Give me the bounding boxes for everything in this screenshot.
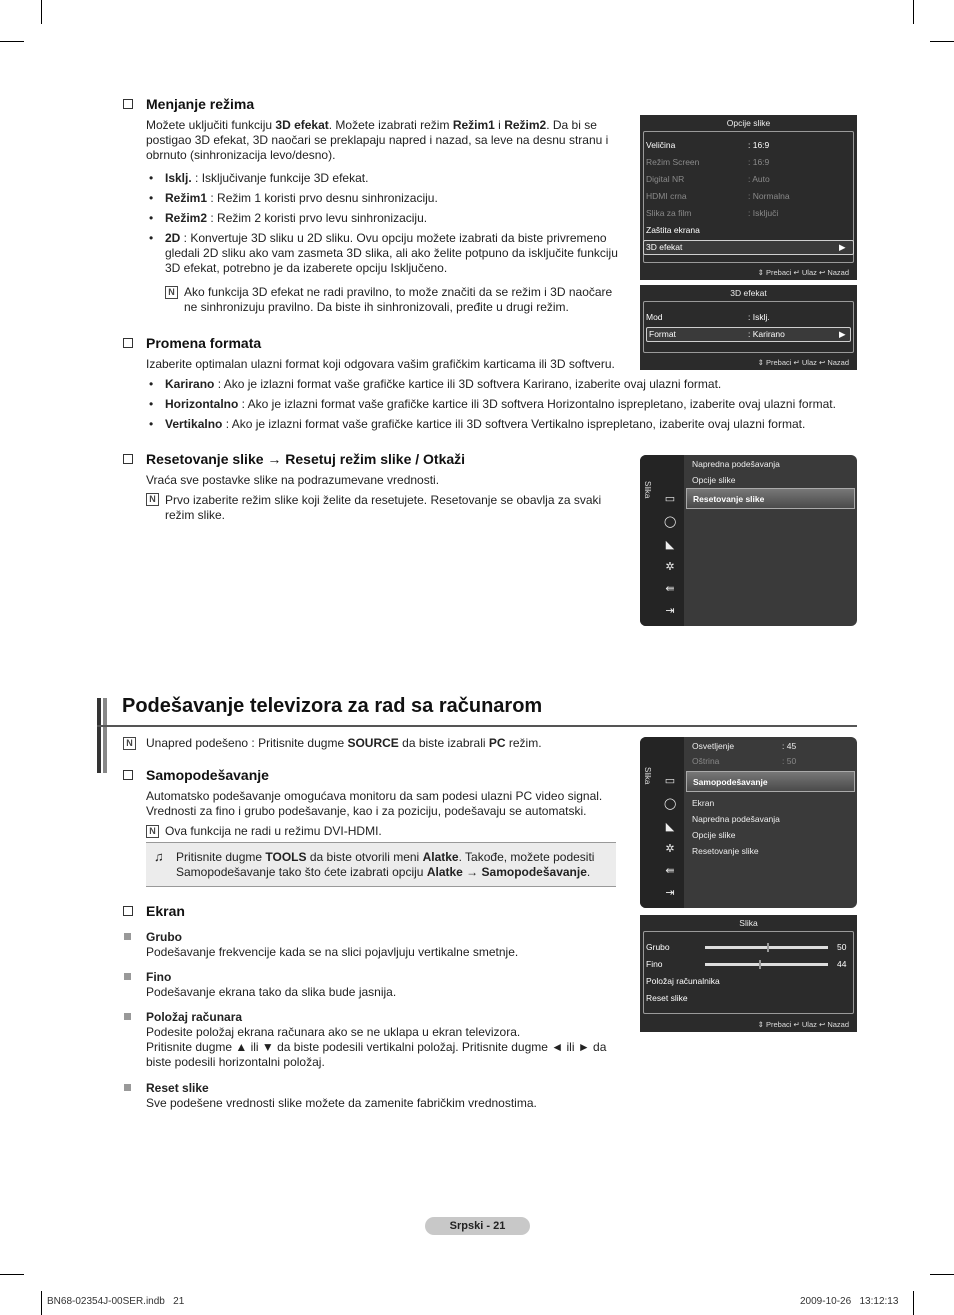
application-icon: ⇥ xyxy=(665,605,675,617)
note-icon: N xyxy=(123,737,136,750)
arrow-right-icon: ▶ xyxy=(839,242,846,252)
osd-row: Režim Screen : 16:9 xyxy=(646,157,770,167)
arrow-right-icon: ▶ xyxy=(839,329,846,339)
osd-selected-item[interactable]: Samopodešavanje xyxy=(686,771,855,792)
samopodesavanje-intro: Automatsko podešavanje omogućava monitoru da sam podesi ulazni PC video signal. Vrednosti za fino i grubo podešavanje, kao i za poziciju, podešavaju se automatski. xyxy=(146,789,603,818)
slider-thumb[interactable] xyxy=(759,960,761,969)
osd-item: Oštrina : 50 xyxy=(692,756,797,766)
osd-footer-hints: ⇕ Prebaci ↵ Ulaz ↩ Nazad xyxy=(757,1020,849,1029)
section-heading-menjanje-rezima: Menjanje režima xyxy=(123,96,254,112)
square-bullet-icon xyxy=(124,1084,131,1091)
title-underline xyxy=(97,725,857,727)
page-number-badge: Srpski - 21 xyxy=(425,1217,530,1235)
fino-slider[interactable] xyxy=(705,963,828,966)
setup-icon: ✲ xyxy=(665,561,675,573)
input-icon: ⇚ xyxy=(665,865,675,877)
osd-item: Osvetljenje : 45 xyxy=(692,741,797,751)
picture-icon: ▭ xyxy=(664,493,676,505)
bullet-2d: • 2D : Konvertuje 3D sliku u 2D sliku. Ovu opciju možete izabrati da biste privremeno gledali 2D sliku ako vam zasmeta 3D slika, ali ako želite potpuno da isključite funkciju 3D efekat, potrebno je da izaberete opciju Isključeno. xyxy=(149,231,618,275)
section-heading-promena-formata: Promena formata xyxy=(123,335,261,351)
osd-item: Opcije slike xyxy=(692,475,736,485)
resetovanje-intro: Vraća sve postavke slike na podrazumevane vrednosti. xyxy=(146,473,440,487)
osd-opcije-slike xyxy=(640,115,857,280)
crop-mark xyxy=(930,1274,954,1275)
bullet-rezim2: • Režim2 : Režim 2 koristi prvo levu sinhronizaciju. xyxy=(149,211,428,225)
note-icon: N xyxy=(146,493,159,506)
osd-selected-item[interactable]: Resetovanje slike xyxy=(686,488,855,509)
bullet-isklj: • Isklj. : Isključivanje funkcije 3D efekat. xyxy=(149,171,369,185)
application-icon: ⇥ xyxy=(665,887,675,899)
osd-row-polozaj: Položaj računalnika xyxy=(646,976,720,986)
note-dvi-hdmi: Ova funkcija ne radi u režimu DVI-HDMI. xyxy=(165,824,382,838)
picture-icon: ▭ xyxy=(664,775,676,787)
checkbox-bullet-icon xyxy=(123,454,133,464)
channel-icon: ◣ xyxy=(665,821,675,833)
osd-row-format: Format : Karirano ▶ xyxy=(646,327,846,342)
section-heading-ekran: Ekran xyxy=(123,903,185,919)
setup-icon: ✲ xyxy=(665,843,675,855)
title-bar-accent xyxy=(97,698,101,773)
crop-mark xyxy=(0,41,24,42)
square-bullet-icon xyxy=(124,1013,131,1020)
pc-note: Unapred podešeno : Pritisnite dugme SOURCE da biste izabrali PC režim. xyxy=(146,736,542,750)
checkbox-bullet-icon xyxy=(123,99,133,109)
crop-mark xyxy=(41,0,42,24)
osd-item: Opcije slike xyxy=(692,830,736,840)
input-icon: ⇚ xyxy=(665,583,675,595)
note-icon: N xyxy=(165,286,178,299)
ekran-reset: Reset slike Sve podešene vrednosti slike možete da zamenite fabričkim vrednostima. xyxy=(146,1081,537,1110)
osd-row-grubo: Grubo 50 xyxy=(646,942,847,952)
crop-mark xyxy=(930,41,954,42)
promena-intro: Izaberite optimalan ulazni format koji odgovara vašim grafičkim karticama ili 3D softveru. xyxy=(146,357,615,371)
ekran-polozaj: Položaj računara Podesite položaj ekrana računara ako se ne uklapa u ekran televizora. Pritisnite dugme ▲ ili ▼ da biste podesili vertikalni položaj. Pritisnite dugme ◄ ili ► da biste podesili horizontalni položaj. xyxy=(146,1010,607,1069)
osd-row-reset: Reset slike xyxy=(646,993,688,1003)
menjanje-intro: Možete uključiti funkciju 3D efekat. Možete izabrati režim Režim1 i Režim2. Da bi se postigao 3D efekat, 3D naočari se preklapaju napred i nazad, sa leve na desnu stranu i obrnuto (sinhronizacija levo/desno). xyxy=(146,118,609,162)
note-resetovanje: Prvo izaberite režim slike koji želite da resetujete. Resetovanje se obavlja za svaki režim slike. xyxy=(165,493,602,522)
osd-footer-hints: ⇕ Prebaci ↵ Ulaz ↩ Nazad xyxy=(757,268,849,277)
tools-icon: ♫ xyxy=(154,849,164,864)
checkbox-bullet-icon xyxy=(123,770,133,780)
section-heading-resetovanje: Resetovanje slike → Resetuj režim slike / Otkaži xyxy=(123,451,465,467)
osd-slika-menu-reset xyxy=(640,455,857,626)
crop-mark xyxy=(913,0,914,24)
osd-row: Digital NR : Auto xyxy=(646,174,770,184)
channel-icon: ◣ xyxy=(665,539,675,551)
osd-row-3d-efekat: 3D efekat ▶ xyxy=(646,240,846,255)
osd-slika-sliders xyxy=(640,915,857,1032)
crop-mark xyxy=(0,1274,24,1275)
title-bar-accent xyxy=(103,698,107,773)
note-icon: N xyxy=(146,825,159,838)
slider-thumb[interactable] xyxy=(767,943,769,952)
bullet-vertikalno: • Vertikalno : Ako je izlazni format vaše grafičke kartice ili 3D softvera Vertikalno isprepletano, izaberite ovaj ulazni format. xyxy=(149,417,806,431)
osd-item: Resetovanje slike xyxy=(692,846,759,856)
osd-row: Zaštita ekrana xyxy=(646,225,700,235)
bullet-rezim1: • Režim1 : Režim 1 koristi prvo desnu sinhronizaciju. xyxy=(149,191,438,205)
osd-title: Slika xyxy=(739,918,758,928)
osd-item: Napredna podešavanja xyxy=(692,814,780,824)
osd-slika-menu-pc xyxy=(640,737,857,908)
osd-item: Ekran xyxy=(692,798,715,808)
square-bullet-icon xyxy=(124,973,131,980)
square-bullet-icon xyxy=(124,933,131,940)
crop-mark xyxy=(41,1291,42,1315)
page-title: Podešavanje televizora za rad sa računarom xyxy=(122,695,543,717)
osd-side-label: Slika xyxy=(643,767,652,785)
osd-row: Veličina : 16:9 xyxy=(646,140,770,150)
print-date: 2009-10-26 13:12:13 xyxy=(800,1296,899,1307)
osd-3d-efekat xyxy=(640,285,857,370)
note-3d-sync: Ako funkcija 3D efekat ne radi pravilno, to može značiti da se režim i 3D naočare ne sinhronizuju pravilno. Da biste ih sinhronizovali, pređite u drugi režim. xyxy=(184,285,613,314)
checkbox-bullet-icon xyxy=(123,906,133,916)
osd-side-label: Slika xyxy=(643,481,652,499)
section-heading-samopodesavanje: Samopodešavanje xyxy=(123,767,269,783)
ekran-fino: Fino Podešavanje ekrana tako da slika bude jasnija. xyxy=(146,970,397,999)
bullet-horizontalno: • Horizontalno : Ako je izlazni format vaše grafičke kartice ili 3D softvera Horizontalno isprepletano, izaberite ovaj ulazni format. xyxy=(149,397,836,411)
osd-row-mod: Mod : Isklj. xyxy=(646,312,770,322)
osd-item: Napredna podešavanja xyxy=(692,459,780,469)
file-info: BN68-02354J-00SER.indb 21 xyxy=(47,1296,185,1307)
bullet-karirano: • Karirano : Ako je izlazni format vaše grafičke kartice ili 3D softvera Karirano, izaberite ovaj ulazni format. xyxy=(149,377,722,391)
osd-title: 3D efekat xyxy=(730,288,767,298)
osd-title: Opcije slike xyxy=(726,118,771,128)
osd-footer-hints: ⇕ Prebaci ↵ Ulaz ↩ Nazad xyxy=(757,358,849,367)
tools-text: Pritisnite dugme TOOLS da biste otvorili meni Alatke. Takođe, možete podesiti Samopodešavanje tako što ćete izabrati opciju Alatke → Samopodešavanje. xyxy=(176,850,595,879)
checkbox-bullet-icon xyxy=(123,338,133,348)
ekran-grubo: Grubo Podešavanje frekvencije kada se na slici pojavljuju vertikalne smetnje. xyxy=(146,930,519,959)
osd-row: Slika za film : Isključi xyxy=(646,208,779,218)
osd-sidebar xyxy=(640,737,684,908)
sound-icon: ◯ xyxy=(664,798,677,810)
osd-row-fino: Fino 44 xyxy=(646,959,847,969)
crop-mark xyxy=(913,1291,914,1315)
sound-icon: ◯ xyxy=(664,516,677,528)
osd-row: HDMI crna : Normalna xyxy=(646,191,790,201)
